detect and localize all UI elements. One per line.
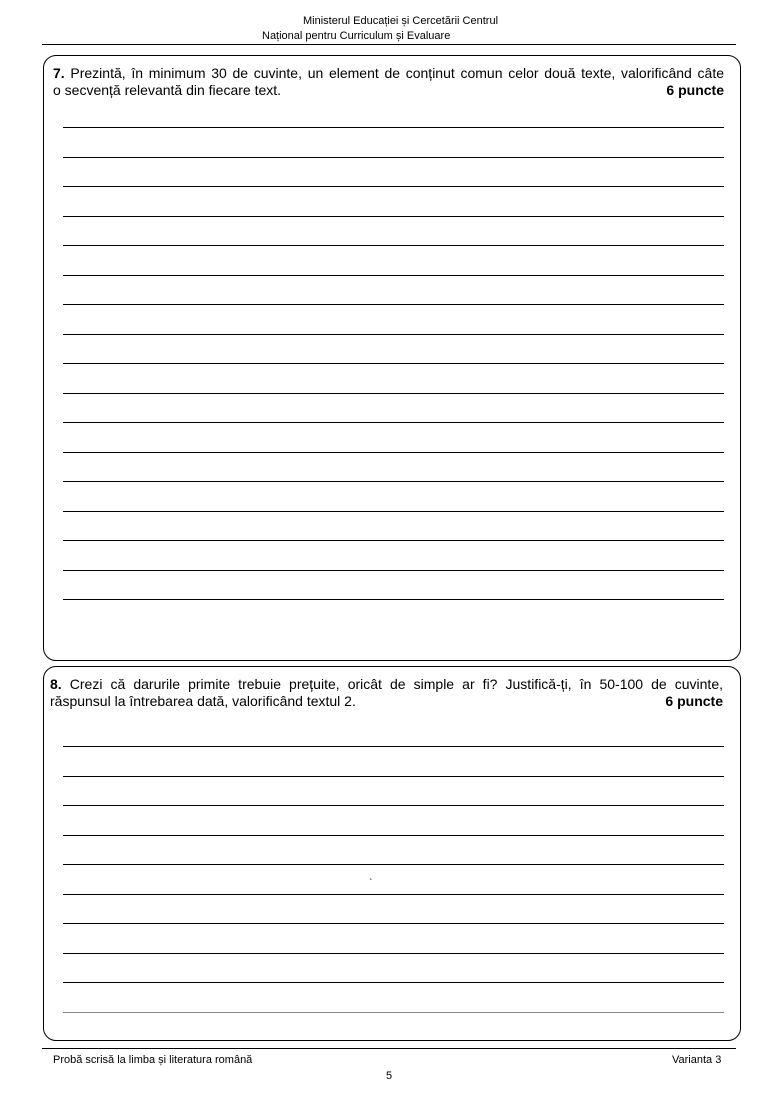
- question-8-answer-line[interactable]: [63, 923, 724, 924]
- question-7-answer-line[interactable]: [63, 452, 724, 453]
- question-8-answer-line[interactable]: [63, 805, 724, 806]
- question-7-answer-line[interactable]: [63, 157, 724, 158]
- question-8-prompt: [50, 676, 723, 710]
- question-7-points: 6 puncte: [666, 82, 724, 98]
- question-8-answer-line[interactable]: [63, 746, 724, 747]
- header-line-2: Național pentru Curriculum și Evaluare: [262, 30, 451, 42]
- question-7-answer-line[interactable]: [63, 245, 724, 246]
- question-8-answer-line[interactable]: [63, 776, 724, 777]
- question-8-answer-line[interactable]: [63, 864, 724, 865]
- question-7-answer-line[interactable]: [63, 216, 724, 217]
- question-8-box: [43, 666, 741, 1041]
- question-7-answer-line[interactable]: [63, 481, 724, 482]
- footer-divider: [42, 1048, 736, 1049]
- question-7-answer-line[interactable]: [63, 275, 724, 276]
- question-8-points: 6 puncte: [665, 693, 723, 709]
- question-7-text-line-1: Prezintă, în minimum 30 de cuvinte, un element de conținut comun celor două texte, valorificând câte: [70, 65, 725, 81]
- question-7-answer-line[interactable]: [63, 186, 724, 187]
- question-8-answer-line[interactable]: [63, 835, 724, 836]
- question-8-number: 8.: [50, 676, 62, 692]
- question-7-prompt: [53, 65, 724, 99]
- question-7-answer-line[interactable]: [63, 304, 724, 305]
- question-7-answer-line[interactable]: [63, 540, 724, 541]
- question-8-text-line-1: Crezi că darurile primite trebuie prețuite, oricât de simple ar fi? Justifică-ți, în 50-100 de cuvinte,: [69, 676, 723, 692]
- question-7-answer-line[interactable]: [63, 393, 724, 394]
- question-8-answer-line[interactable]: [63, 982, 724, 983]
- question-8-answer-line[interactable]: [63, 953, 724, 954]
- question-7-answer-line[interactable]: [63, 127, 724, 128]
- question-8-text-line-2: răspunsul la întrebarea dată, valorificând textul 2.: [50, 693, 356, 709]
- question-7-answer-line[interactable]: [63, 599, 724, 600]
- question-7-answer-line[interactable]: [63, 570, 724, 571]
- question-7-box: [43, 55, 741, 661]
- header-divider: [42, 44, 736, 45]
- page-number: 5: [386, 1070, 393, 1082]
- question-7-number: 7.: [53, 65, 65, 81]
- question-7-answer-line[interactable]: [63, 334, 724, 335]
- question-7-answer-line[interactable]: [63, 422, 724, 423]
- footer-exam-title: Probă scrisă la limba și literatura română: [53, 1054, 253, 1066]
- question-7-answer-line[interactable]: [63, 511, 724, 512]
- header-line-1: Ministerul Educației și Cercetării Centrul: [303, 15, 499, 27]
- question-8-answer-line[interactable]: [63, 1012, 724, 1013]
- question-8-answer-line[interactable]: [63, 894, 724, 895]
- stray-mark: `: [369, 878, 373, 889]
- footer-variant: Varianta 3: [672, 1054, 722, 1066]
- question-7-answer-line[interactable]: [63, 363, 724, 364]
- question-7-text-line-2: o secvență relevantă din fiecare text.: [53, 82, 282, 98]
